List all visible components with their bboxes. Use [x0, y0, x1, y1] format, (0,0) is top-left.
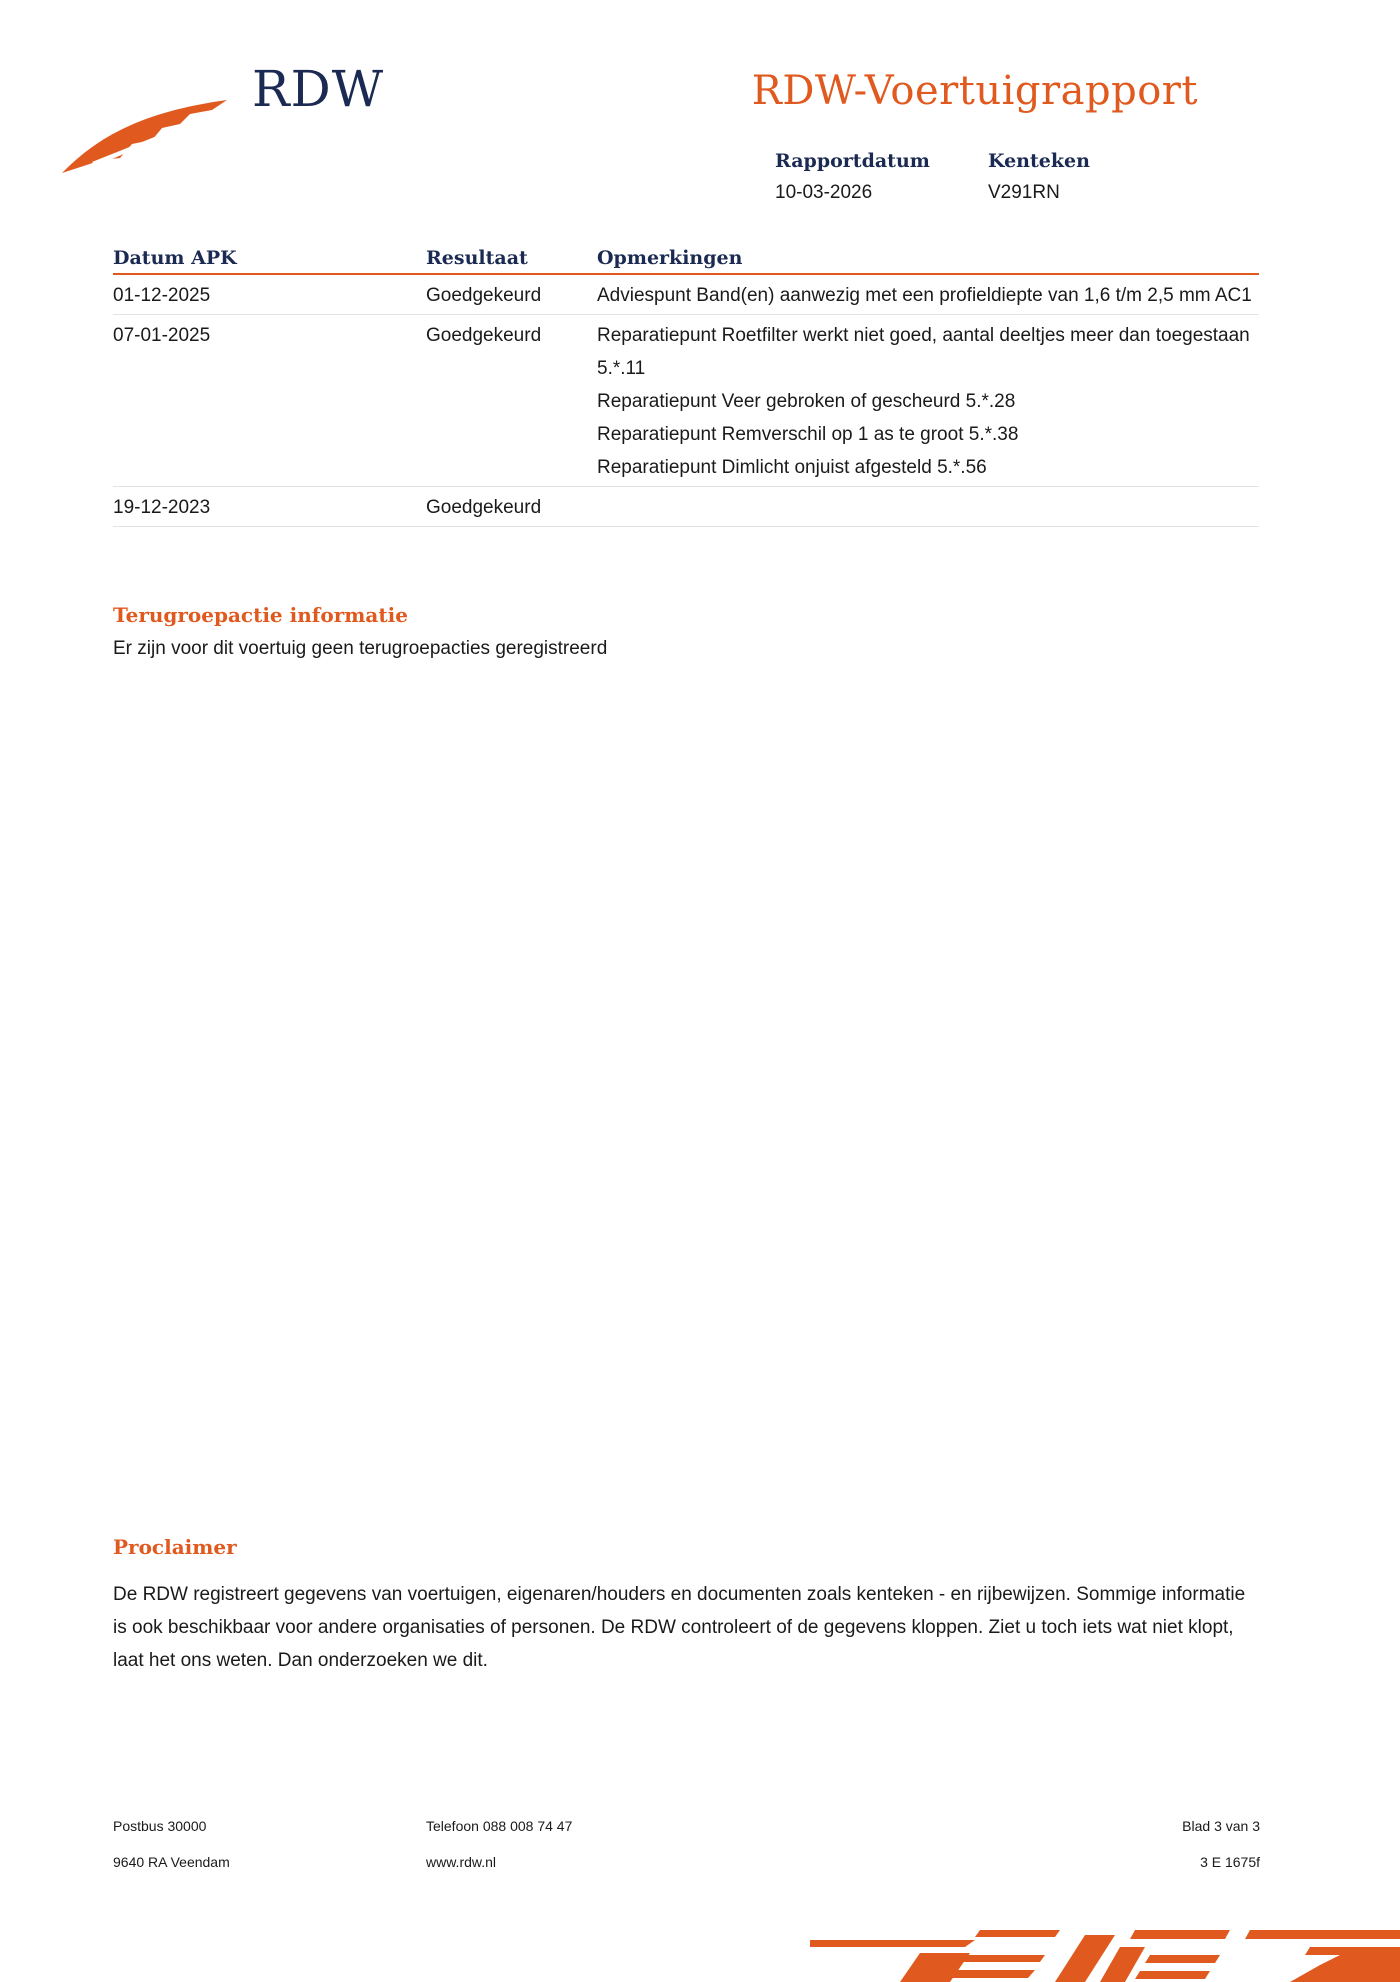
remark: Reparatiepunt Roetfilter werkt niet goed, aantal deeltjes meer dan toegestaan 5.*.11	[597, 325, 1250, 379]
remark: Reparatiepunt Dimlicht onjuist afgesteld 5.*.56	[597, 457, 987, 478]
apk-remarks	[597, 274, 1259, 315]
apk-result: Goedgekeurd	[426, 315, 597, 487]
footer-page-number: Blad 3 van 3	[1182, 1818, 1260, 1834]
footer-address-line2: 9640 RA Veendam	[113, 1854, 230, 1870]
decorative-stripes-icon	[800, 1925, 1400, 1982]
plate-block	[988, 150, 1090, 204]
apk-table	[113, 247, 1259, 527]
logo-text: RDW	[252, 60, 385, 118]
remark: Adviespunt Band(en) aanwezig met een profieldiepte van 1,6 t/m 2,5 mm AC1	[597, 285, 1252, 306]
report-date-value: 10-03-2026	[775, 182, 873, 203]
apk-result: Goedgekeurd	[426, 487, 597, 527]
plate-label: Kenteken	[988, 150, 1090, 172]
page-title: RDW-Voertuigrapport	[751, 68, 1198, 114]
column-header-remarks: Opmerkingen	[597, 247, 1259, 274]
apk-date: 07-01-2025	[113, 315, 426, 487]
apk-result: Goedgekeurd	[426, 274, 597, 315]
report-date-label: Rapportdatum	[775, 150, 930, 172]
column-header-result: Resultaat	[426, 247, 597, 274]
recall-title: Terugroepactie informatie	[113, 603, 408, 627]
recall-text: Er zijn voor dit voertuig geen terugroepacties geregistreerd	[113, 638, 608, 659]
column-header-date: Datum APK	[113, 247, 426, 274]
footer-document-code: 3 E 1675f	[1200, 1854, 1260, 1870]
report-date-block	[775, 150, 930, 204]
footer-phone: Telefoon 088 008 74 47	[426, 1818, 573, 1834]
plate-value: V291RN	[988, 182, 1060, 203]
table-row	[113, 487, 1259, 527]
apk-date: 01-12-2025	[113, 274, 426, 315]
remark: Reparatiepunt Veer gebroken of gescheurd 5.*.28	[597, 391, 1016, 412]
apk-remarks	[597, 315, 1259, 487]
disclaimer-text: De RDW registreert gegevens van voertuigen, eigenaren/houders en documenten zoals kenteken - en rijbewijzen. Sommige informatie is ook beschikbaar voor andere organisaties of personen. De RDW controleert of de gegevens kloppen. Ziet u toch iets wat niet klopt, laat het ons weten. Dan onderzoeken we dit.	[113, 1584, 1246, 1671]
table-row	[113, 274, 1259, 315]
apk-date: 19-12-2023	[113, 487, 426, 527]
footer-address-line1: Postbus 30000	[113, 1818, 207, 1834]
disclaimer-title: Proclaimer	[113, 1535, 237, 1559]
rdw-logo-icon	[62, 88, 232, 178]
apk-remarks	[597, 487, 1259, 527]
table-header-row	[113, 247, 1259, 274]
table-row	[113, 315, 1259, 487]
remark: Reparatiepunt Remverschil op 1 as te groot 5.*.38	[597, 424, 1019, 445]
footer-website[interactable]: www.rdw.nl	[426, 1854, 497, 1870]
